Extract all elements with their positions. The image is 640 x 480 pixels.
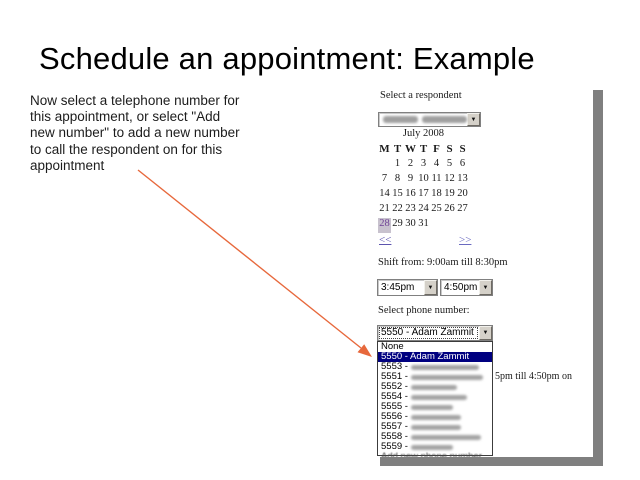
calendar-day[interactable]: 1	[394, 158, 401, 169]
calendar-day[interactable]: 31	[418, 218, 429, 229]
redacted-text	[411, 415, 461, 420]
chevron-down-icon[interactable]: ▼	[479, 280, 492, 295]
phone-option-label: 5553 -	[381, 361, 408, 372]
calendar-day[interactable]: 10	[418, 173, 429, 184]
phone-option-list	[377, 341, 493, 456]
phone-number-label: Select phone number:	[378, 305, 470, 316]
chevron-down-icon[interactable]: ▼	[424, 280, 437, 295]
redacted-text	[411, 385, 457, 390]
calendar-day[interactable]: 29	[392, 218, 403, 229]
arrow-head-icon	[358, 344, 373, 357]
phone-option-label: 5552 -	[381, 381, 408, 392]
screenshot-shadow-right	[593, 90, 603, 466]
phone-option-label: 5550 - Adam Zammit	[381, 351, 470, 362]
time-to-select[interactable]	[440, 279, 493, 296]
arrow-line	[138, 170, 361, 348]
calendar-day[interactable]: 8	[394, 173, 401, 184]
intro-line: Now select a telephone number for	[30, 93, 240, 108]
phone-option-label: 5558 -	[381, 431, 408, 442]
phone-option-label: 5559 -	[381, 441, 408, 452]
calendar-empty-cell	[456, 218, 469, 233]
calendar-day[interactable]: 25	[431, 203, 442, 214]
calendar-empty-cell	[378, 158, 391, 173]
calendar-weekday: T	[419, 143, 428, 155]
occluded-appointment-text: 5pm till 4:50pm on	[495, 371, 572, 382]
intro-line: new number" to add a new number	[30, 125, 240, 141]
calendar-empty-cell	[443, 218, 456, 233]
calendar-day[interactable]: 7	[381, 173, 388, 184]
calendar-weekday: F	[433, 143, 440, 155]
calendar-day[interactable]: 6	[459, 158, 466, 169]
calendar-day[interactable]: 27	[457, 203, 468, 214]
phone-option-label: None	[381, 341, 404, 352]
phone-option-label: 5557 -	[381, 421, 408, 432]
calendar-day[interactable]: 3	[420, 158, 427, 169]
redacted-text	[383, 116, 418, 123]
phone-select-value: 5550 - Adam Zammit	[378, 326, 479, 340]
calendar-day[interactable]: 15	[392, 188, 403, 199]
time-from-value: 3:45pm	[381, 282, 415, 293]
calendar-weekday: W	[405, 143, 416, 155]
calendar-weekday: T	[393, 143, 402, 155]
intro-text	[30, 93, 240, 174]
calendar-day[interactable]: 22	[392, 203, 403, 214]
calendar-day[interactable]: 16	[405, 188, 416, 199]
calendar-day[interactable]: 2	[407, 158, 414, 169]
calendar-day[interactable]: 11	[431, 173, 442, 184]
redacted-text	[411, 375, 483, 380]
calendar-day[interactable]: 17	[418, 188, 429, 199]
intro-line: to call the respondent on for this	[30, 141, 223, 157]
calendar-weekday: S	[446, 143, 453, 155]
calendar-day[interactable]: 13	[457, 173, 468, 184]
calendar-day[interactable]: 14	[379, 188, 390, 199]
redacted-text	[422, 116, 467, 123]
calendar-title: July 2008	[402, 128, 445, 139]
calendar-weekday-header	[378, 143, 469, 158]
calendar-empty-cell	[430, 218, 443, 233]
calendar-day[interactable]: 19	[444, 188, 455, 199]
calendar-day[interactable]: 26	[444, 203, 455, 214]
calendar-day[interactable]: 21	[379, 203, 390, 214]
calendar-grid	[378, 158, 469, 233]
respondent-select[interactable]	[378, 112, 481, 127]
next-month-link[interactable]: >>	[459, 234, 472, 246]
calendar-day[interactable]: 9	[407, 173, 414, 184]
phone-option-label: 5551 -	[381, 371, 408, 382]
chevron-down-icon[interactable]: ▼	[479, 326, 492, 340]
intro-line: appointment	[30, 157, 105, 173]
calendar-day[interactable]: 5	[446, 158, 453, 169]
screenshot-shadow-bottom	[380, 457, 603, 466]
calendar-day[interactable]: 24	[418, 203, 429, 214]
redacted-text	[411, 365, 479, 370]
redacted-text	[411, 445, 453, 450]
calendar-day[interactable]: 30	[405, 218, 416, 229]
chevron-down-icon[interactable]: ▼	[467, 113, 480, 126]
respondent-label: Select a respondent	[380, 90, 462, 101]
slide-title: Schedule an appointment: Example	[39, 41, 535, 76]
redacted-text	[411, 425, 461, 430]
phone-select[interactable]	[377, 325, 493, 341]
time-to-value: 4:50pm	[444, 282, 478, 293]
intro-line: this appointment, or select "Add	[30, 109, 221, 125]
calendar-weekday: M	[379, 143, 390, 155]
calendar-weekday: S	[459, 143, 466, 155]
prev-month-link[interactable]: <<	[379, 234, 392, 246]
redacted-text	[411, 405, 453, 410]
redacted-text	[411, 435, 481, 440]
calendar-day[interactable]: 18	[431, 188, 442, 199]
calendar-day[interactable]: 12	[444, 173, 455, 184]
redacted-text	[411, 395, 467, 400]
calendar-day[interactable]: 20	[457, 188, 468, 199]
calendar-day[interactable]: 23	[405, 203, 416, 214]
phone-option-label: 5554 -	[381, 391, 408, 402]
shift-info: Shift from: 9:00am till 8:30pm	[378, 257, 508, 268]
calendar-day[interactable]: 28	[378, 218, 391, 233]
phone-option-label: 5555 -	[381, 401, 408, 412]
time-from-select[interactable]	[377, 279, 438, 296]
phone-option-label: 5556 -	[381, 411, 408, 422]
calendar-day[interactable]: 4	[433, 158, 440, 169]
